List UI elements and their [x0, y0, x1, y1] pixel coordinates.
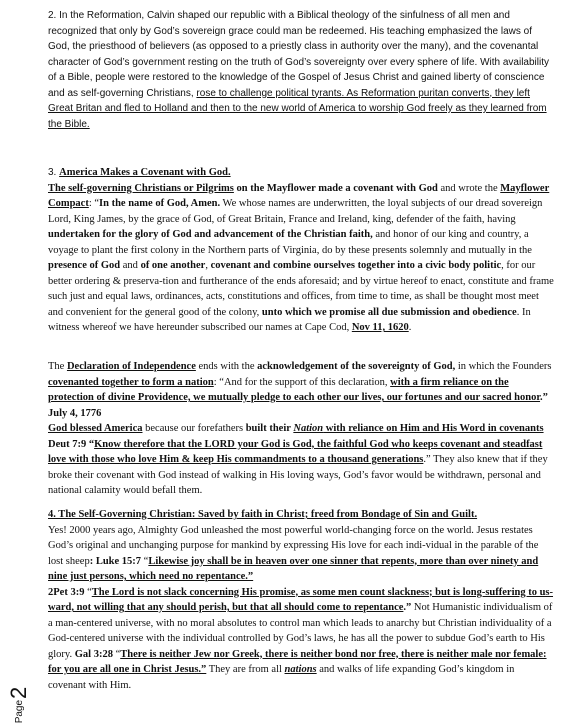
text-segment: , [205, 260, 211, 271]
nation-word: Nation [293, 423, 324, 434]
text-segment: “ [112, 648, 121, 660]
quote-close: .” [403, 602, 412, 613]
text-segment: “ [141, 555, 149, 567]
section-heading: America Makes a Covenant with God. [59, 167, 231, 178]
mayflower-compact-label: Mayflower Compact [48, 182, 550, 209]
presence-of-god-phrase: presence of God [48, 260, 121, 271]
text-segment: Not Humanistic individualism of a man-centered universe, with no moral absolutes to control man which leads to anarchy but Christian individuality of a God-centered universe with the individual controlled by God’s laws, he has all the power to subdue God’s earth to His glory. [48, 602, 553, 660]
civic-body-politic-phrase: covenant and combine ourselves together into a civic body politic [210, 260, 502, 271]
covenanted-phrase: covenanted together to form a nation [48, 376, 214, 388]
text-segment: . [408, 322, 412, 333]
luke-reference: : Luke 15:7 [89, 555, 142, 567]
reliance-phrase: with reliance on Him and His Word in covenants [323, 423, 544, 434]
galatians-reference: Gal 3:28 [74, 648, 113, 660]
one-another-phrase: of one another [140, 260, 206, 271]
mayflower-covenant-phrase: on the Mayflower made a covenant with God [233, 182, 438, 194]
pilgrims-phrase: The self-governing Christians or Pilgrims [48, 182, 234, 194]
built-their-phrase: built their [245, 423, 294, 434]
text-segment: and honor of our king and country, a voyage to plant the first colony in the Northern parts of Virginia, do by these presents solemnly and mutually in the [48, 229, 532, 256]
text-segment: “ [84, 586, 92, 598]
text-segment: and walks of life expanding God’s kingdom in covenant with Him. [48, 664, 515, 691]
paragraph-reformation [48, 8, 554, 132]
text-segment: : “ [88, 198, 100, 209]
luke-quote: Likewise joy shall be in heaven over one sinner that repents, more than over ninety and nine just persons, which need no repentance.” [48, 555, 539, 582]
galatians-quote: There is neither Jew nor Greek, there is neither bond nor free, there is neither male nor female: for you are all one in Christ Jesus.” [48, 648, 547, 675]
god-blessed-america: God blessed America [48, 423, 143, 434]
declaration-label: Declaration of Independence [66, 361, 196, 372]
rose-underlined: rose [196, 87, 216, 99]
submission-obedience-phrase: unto which we promise all due submission and obedience [261, 306, 517, 318]
text-segment: in which the Founders [455, 361, 552, 372]
text-segment: We whose names are underwritten, the loyal subjects of our dread sovereign Lord, King James, by the grace of God, of Great Britain, France and Ireland, king, defender of the faith, having [48, 198, 543, 225]
text-segment: because our forefathers [142, 423, 246, 434]
deut-reference: Deut 7:9 “ [48, 438, 95, 450]
paragraph-self-governing-christian [48, 507, 554, 693]
text-segment: , for our better ordering & preserva-tion and furtherance of the ends aforesaid; and by virtue hereof to enact, constitute and frame such just and equal laws, ordinances, acts, constitutions and offices, from time to time, as shall be thought most meet and convenient for the general good of the colony, [48, 260, 554, 318]
in-the-name-of-god: In the name of God, Amen. [99, 198, 221, 209]
reformation-underlined-text: to challenge political tyrants. As Reformation puritan converts, they left Great Britan and fled to Holland and then to the new world of America to worship God freely as they learned from the Bible. [48, 87, 547, 130]
paragraph-america-covenant [48, 165, 554, 336]
deut-quote: Know therefore that the LORD your God is God, the faithful God who keeps covenant and steadfast love with those who love Him & keep His commandments to a thousand generations [48, 438, 543, 465]
glory-of-god-phrase: undertaken for the glory of God and advancement of the Christian faith, [48, 229, 373, 240]
page-number-value: 2 [6, 686, 31, 699]
section-4-heading: 4. The Self-Governing Christian: Saved by faith in Christ; freed from Bondage of Sin and Guilt. [48, 509, 478, 520]
compact-date: Nov 11, 1620 [351, 322, 409, 333]
text-segment: ends with the [195, 361, 258, 372]
text-segment: Yes! 2000 years ago, Almighty God unleashed the most powerful world-changing force on the world. Jesus restates God’s original and unchanging purpose for mankind by expressing His love for each indi-vidual in the parable of the lost sheep [48, 524, 539, 567]
text-segment: and wrote the [437, 182, 501, 194]
peter-reference: 2Pet 3:9 [48, 586, 85, 598]
text-segment: They are from all [206, 664, 285, 675]
text-segment: The [48, 361, 67, 372]
nations-word: nations [284, 664, 317, 675]
divine-providence-quote: with a firm reliance on the protection of divine Providence, we mutually pledge to each other our lives, our fortunes and our sacred honor [48, 376, 541, 403]
text-segment: .” They also knew that if they broke their covenant with God instead of walking in His loving ways, God’s favor would be withdrawn, personal and national calamity would befall them. [48, 454, 548, 496]
text-segment: : “And for the support of this declaration, [213, 376, 391, 388]
text-segment: . In witness whereof we have hereunder subscribed our names at Cape Cod, [48, 306, 531, 333]
page-number [4, 688, 34, 722]
sovereignty-phrase: acknowledgement of the sovereignty of God, [257, 361, 456, 372]
paragraph-declaration [48, 359, 554, 499]
reformation-text: 2. In the Reformation, Calvin shaped our republic with a Biblical theology of the sinfulness of all men and recognized that only by God’s sovereign grace could man be redeemed. His teaching emphasized the laws of God, the priesthood of believers (as opposed to a priestly class in authority over the many), and the covenantal character of God’s government resting on the truth of God’s sovereignty over every sphere of life. With availability of a Bible, people were restored to the knowledge of the Gospel of Jesus Christ and gained liberty of conscience and as self-governing Christians, [48, 10, 549, 99]
page-label: Page [13, 699, 25, 724]
text-segment: and [120, 260, 141, 271]
peter-quote: The Lord is not slack concerning His promise, as some men count slackness; but is long-suffering to us-ward, not willing that any should perish, but that all should come to repentance [48, 586, 554, 613]
section-number: 3. [48, 167, 60, 178]
declaration-date: .” July 4, 1776 [48, 392, 548, 419]
